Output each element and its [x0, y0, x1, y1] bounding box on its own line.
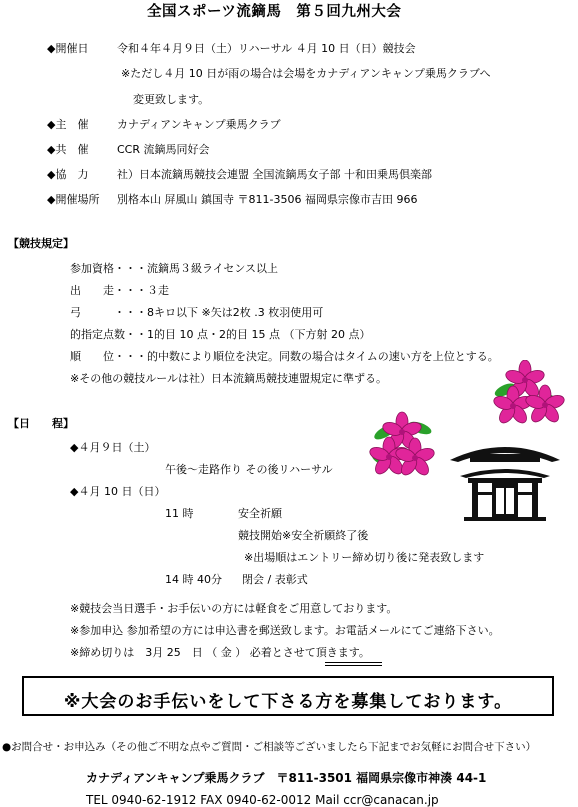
rule-item: 参加資格・・・流鏑馬３級ライセンス以上 — [70, 262, 279, 275]
venue-label: ◆開催場所 — [47, 193, 100, 206]
volunteer-banner — [22, 676, 554, 716]
rules-heading: 【競技規定】 — [8, 237, 74, 250]
rule-item: ※その他の競技ルールは社）日本流鏑馬競技連盟規定に準ずる。 — [70, 372, 387, 385]
note-line: ※参加申込 参加希望の方には申込書を郵送致します。お電話メールにてご連絡下さい。 — [70, 624, 500, 637]
rule-item: 弓 ・・・8キロ以下 ※矢は2枚 .3 枚羽使用可 — [70, 306, 324, 319]
note-line: ※競技会当日選手・お手伝いの方には軽食をご用意しております。 — [70, 602, 398, 615]
rule-item: 順 位・・・的中数により順位を決定。同数の場合はタイムの速い方を上位とする。 — [70, 350, 499, 363]
event-3: ※出場順はエントリー締め切り後に発表致します — [244, 551, 485, 564]
event-4: 閉会 / 表彰式 — [242, 573, 308, 586]
banner-text: ※大会のお手伝いをして下さる方を募集しております。 — [63, 692, 513, 712]
host-label: ◆主 催 — [47, 118, 89, 131]
time-1: 11 時 — [165, 507, 194, 520]
time-2: 14 時 40分 — [165, 573, 222, 586]
host-value: カナディアンキャンプ乗馬クラブ — [117, 118, 281, 131]
event-1: 安全祈願 — [238, 507, 282, 520]
contact-phone-mail: TEL 0940-62-1912 FAX 0940-62-0012 Mail ccr@canacan.jp — [86, 793, 439, 807]
contact-address: カナディアンキャンプ乗馬クラブ 〒811-3501 福岡県宗像市神湊 44-1 — [86, 771, 487, 785]
support-value: 社）日本流鏑馬競技会連盟 全国流鏑馬女子部 十和田乗馬倶楽部 — [117, 168, 432, 181]
venue-value: 別格本山 屏風山 鎮国寺 〒811-3506 福岡県宗像市吉田 966 — [117, 193, 418, 206]
cohost-value: CCR 流鏑馬同好会 — [117, 143, 210, 156]
inquiry-text: ●お問合せ・お申込み（その他ご不明な点やご質問・ご相談等ございましたら下記までお気軽にお問合せ下さい） — [2, 741, 537, 753]
day1-item: 午後～走路作り その後リハーサル — [165, 463, 333, 476]
page-title: 全国スポーツ流鏑馬 第５回九州大会 — [147, 4, 402, 20]
event-2: 競技開始※安全祈願終了後 — [238, 529, 369, 542]
date-note-line1: ※ただし４月 10 日が雨の場合は会場をカナディアンキャンプ乗馬クラブへ — [121, 67, 491, 80]
day1-date: ◆４月９日（土） — [70, 441, 156, 454]
support-label: ◆協 力 — [47, 168, 89, 181]
double-underline — [325, 662, 382, 666]
rule-item: 的指定点数・・1的目 10 点・2的目 15 点 （下方射 20 点） — [70, 328, 371, 341]
cohost-label: ◆共 催 — [47, 143, 89, 156]
rule-item: 出 走・・・３走 — [70, 284, 169, 297]
day2-date: ◆４月 10 日（日） — [70, 485, 166, 498]
temple-gate-icon — [440, 432, 570, 522]
schedule-heading: 【日 程】 — [8, 417, 74, 430]
date-label: ◆開催日 — [47, 42, 89, 55]
date-value: 令和４年４月９日（土）リハーサル ４月 10 日（日）競技会 — [117, 42, 416, 55]
date-note-line2: 変更致します。 — [133, 93, 210, 106]
note-line: ※締め切りは 3月 25 日 （ 金 ） 必着とさせて頂きます。 — [70, 646, 370, 659]
